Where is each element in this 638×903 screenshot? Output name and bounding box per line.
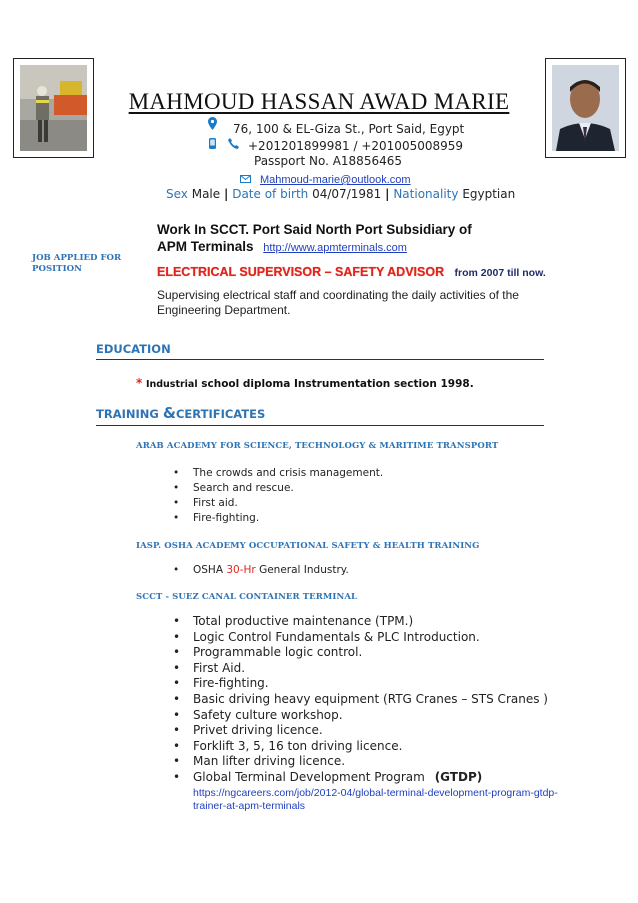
nationality-value: Egyptian	[462, 187, 516, 201]
separator: |	[223, 187, 229, 201]
education-heading: EDUCATION	[96, 342, 544, 360]
arab-academy-heading: ARAB ACADEMY FOR SCIENCE, TECHNOLOGY & MARITIME TRANSPORT	[136, 441, 499, 451]
address-text: 76, 100 & EL-Giza St., Port Said, Egypt	[233, 122, 465, 136]
candidate-name: MAHMOUD HASSAN AWAD MARIE	[128, 89, 510, 114]
employer-line1: Work In SCCT. Port Said North Port Subsidiary of	[157, 222, 472, 237]
personal-details	[166, 187, 515, 201]
sex-label: Sex	[166, 187, 188, 201]
address-line	[208, 118, 468, 134]
gtdp-link[interactable]	[193, 787, 558, 813]
osha-suffix: General Industry.	[259, 564, 349, 576]
phone-line	[209, 137, 469, 153]
osha-hours: 30-Hr	[226, 564, 256, 576]
phone-icon	[228, 138, 239, 152]
employer-website-link[interactable]: http://www.apmterminals.com	[263, 242, 407, 254]
job-applied-label	[32, 253, 121, 275]
dob-label: Date of birth	[232, 187, 309, 201]
gtdp-abbrev: (GTDP)	[434, 769, 483, 784]
osha-prefix: OSHA	[193, 564, 224, 576]
list-item: • Safety culture workshop.	[173, 708, 558, 724]
scct-list	[173, 614, 558, 813]
list-item: • Man lifter driving licence.	[173, 754, 558, 770]
job-applied-label-line2: POSITION	[32, 264, 82, 274]
employer-block	[157, 221, 472, 257]
gtdp-link-line1[interactable]: https://ngcareers.com/job/2012-04/global-terminal-development-program-gtdp-	[193, 786, 558, 799]
sex-value: Male	[191, 187, 221, 201]
list-item: • Fire-fighting.	[173, 676, 558, 692]
list-item: • Basic driving heavy equipment (RTG Cranes – STS Cranes )	[173, 692, 558, 708]
employer-line2	[157, 238, 472, 257]
position-title: ELECTRICAL SUPERVISOR – SAFETY ADVISOR	[157, 265, 445, 279]
osha-academy-heading: IASP. OSHA ACADEMY OCCUPATIONAL SAFETY & HEALTH TRAINING	[136, 541, 480, 551]
list-item: • Fire-fighting.	[173, 511, 383, 526]
training-heading-part2: CERTIFICATES	[175, 407, 266, 421]
list-item: • Programmable logic control.	[173, 645, 558, 661]
nationality-label: Nationality	[393, 187, 459, 201]
list-item: • Search and rescue.	[173, 481, 383, 496]
education-item-first: Industrial	[145, 379, 198, 390]
dob-value: 04/07/1981	[312, 187, 382, 201]
scct-heading: SCCT - SUEZ CANAL CONTAINER TERMINAL	[136, 592, 358, 602]
position-period: from 2007 till now.	[454, 267, 546, 279]
osha-list	[173, 563, 349, 578]
passport-number: Passport No. A18856465	[254, 154, 402, 168]
list-item: • Logic Control Fundamentals & PLC Introduction.	[173, 630, 558, 646]
training-heading-amp: &	[162, 404, 176, 422]
gtdp-link-line2[interactable]: trainer-at-apm-terminals	[193, 799, 306, 812]
job-applied-label-line1: JOB APPLIED FOR	[32, 253, 122, 263]
list-item: • Total productive maintenance (TPM.)	[173, 614, 558, 630]
list-item: • Forklift 3, 5, 16 ton driving licence.	[173, 739, 558, 755]
job-description: Supervising electrical staff and coordinating the daily activities of the Engineering Department.	[157, 288, 519, 317]
list-item	[173, 770, 558, 813]
email-link[interactable]: Mahmoud-marie@outlook.com	[260, 174, 411, 186]
email-line	[240, 168, 440, 186]
list-item: • First aid.	[173, 496, 383, 511]
education-marker: *	[136, 376, 143, 390]
employer-name: APM Terminals	[157, 239, 254, 254]
list-item	[173, 563, 349, 578]
training-heading-part1: TRAINING	[96, 407, 159, 421]
phone-numbers: +201201899981 / +201005008959	[248, 139, 464, 153]
education-item-rest: school diploma Instrumentation section 1998.	[201, 378, 474, 390]
map-pin-icon	[208, 117, 217, 133]
list-item: • First Aid.	[173, 661, 558, 677]
envelope-icon	[240, 170, 251, 188]
separator: |	[385, 187, 390, 201]
mobile-icon	[209, 138, 216, 152]
list-item: • The crowds and crisis management.	[173, 466, 383, 481]
education-item	[136, 376, 474, 390]
position-line	[157, 263, 546, 281]
training-heading	[96, 404, 544, 426]
list-item: • Privet driving licence.	[173, 723, 558, 739]
arab-academy-list	[173, 466, 383, 526]
gtdp-label: Global Terminal Development Program	[193, 769, 425, 784]
